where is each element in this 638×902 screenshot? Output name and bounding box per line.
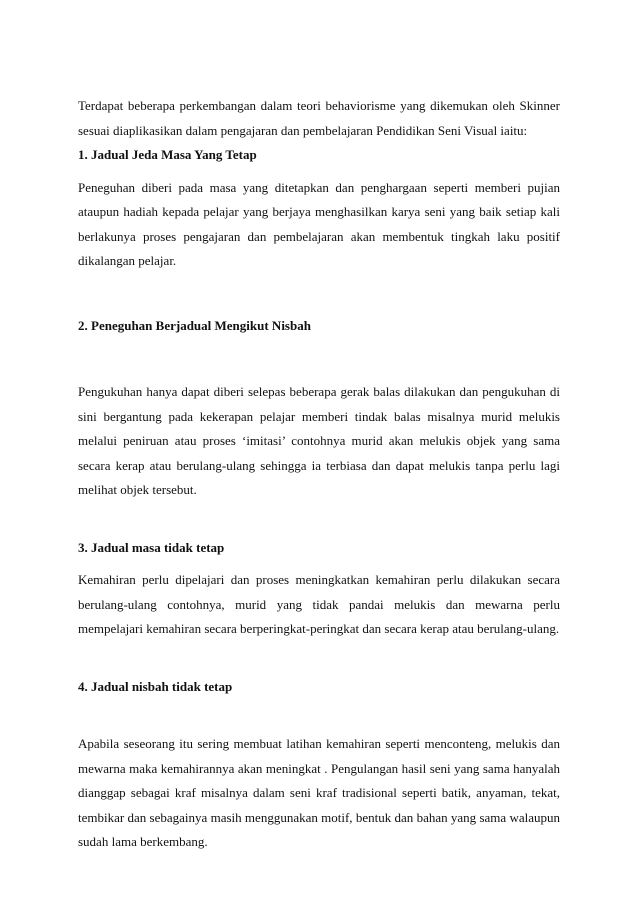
intro-paragraph: Terdapat beberapa perkembangan dalam teori behaviorisme yang dikemukan oleh Skinner sesuai diaplikasikan dalam pengajaran dan pembelajaran Pendidikan Seni Visual iaitu: [78, 98, 560, 138]
section-3-heading: 3. Jadual masa tidak tetap [78, 539, 225, 555]
section-3-body: Kemahiran perlu dipelajari dan proses meningkatkan kemahiran perlu dilakukan secara berulang-ulang contohnya, murid yang tidak pandai melukis dan mewarna perlu mempelajari kemahiran secara berperingkat-peringkat dan secara kerap atau berulang-ulang. [78, 572, 560, 636]
document-page [78, 94, 560, 855]
section-1-body: Peneguhan diberi pada masa yang ditetapkan dan penghargaan seperti memberi pujian ataupun hadiah kepada pelajar yang berjaya menghasilkan karya seni yang baik setiap kali berlakunya proses pengajaran dan pembelajaran akan membentuk tingkah laku positif dikalangan pelajar. [78, 179, 560, 268]
section-2-body: Pengukuhan hanya dapat diberi selepas beberapa gerak balas dilakukan dan pengukuhan di sini bergantung pada kekerapan pelajar memberi tindak balas misalnya murid melukis melalui peniruan atau proses ‘imitasi’ contohnya murid akan melukis objek yang sama secara kerap atau berulang-ulang sehingga ia terbiasa dan dapat melukis tanpa perlu lagi melihat objek tersebut. [78, 384, 560, 497]
section-4-heading: 4. Jadual nisbah tidak tetap [78, 678, 233, 694]
section-2-heading: 2. Peneguhan Berjadual Mengikut Nisbah [78, 317, 311, 333]
section-1-heading: 1. Jadual Jeda Masa Yang Tetap [78, 147, 257, 162]
section-4-body: Apabila seseorang itu sering membuat latihan kemahiran seperti menconteng, melukis dan mewarna maka kemahirannya akan meningkat . Pengulangan hasil seni yang sama hanyalah dianggap sebagai kraf misalnya dalam seni kraf tradisional seperti batik, anyaman, tekat, tembikar dan sebagainya masih menggunakan motif, bentuk dan bahan yang sama walaupun sudah lama berkembang. [78, 736, 560, 849]
